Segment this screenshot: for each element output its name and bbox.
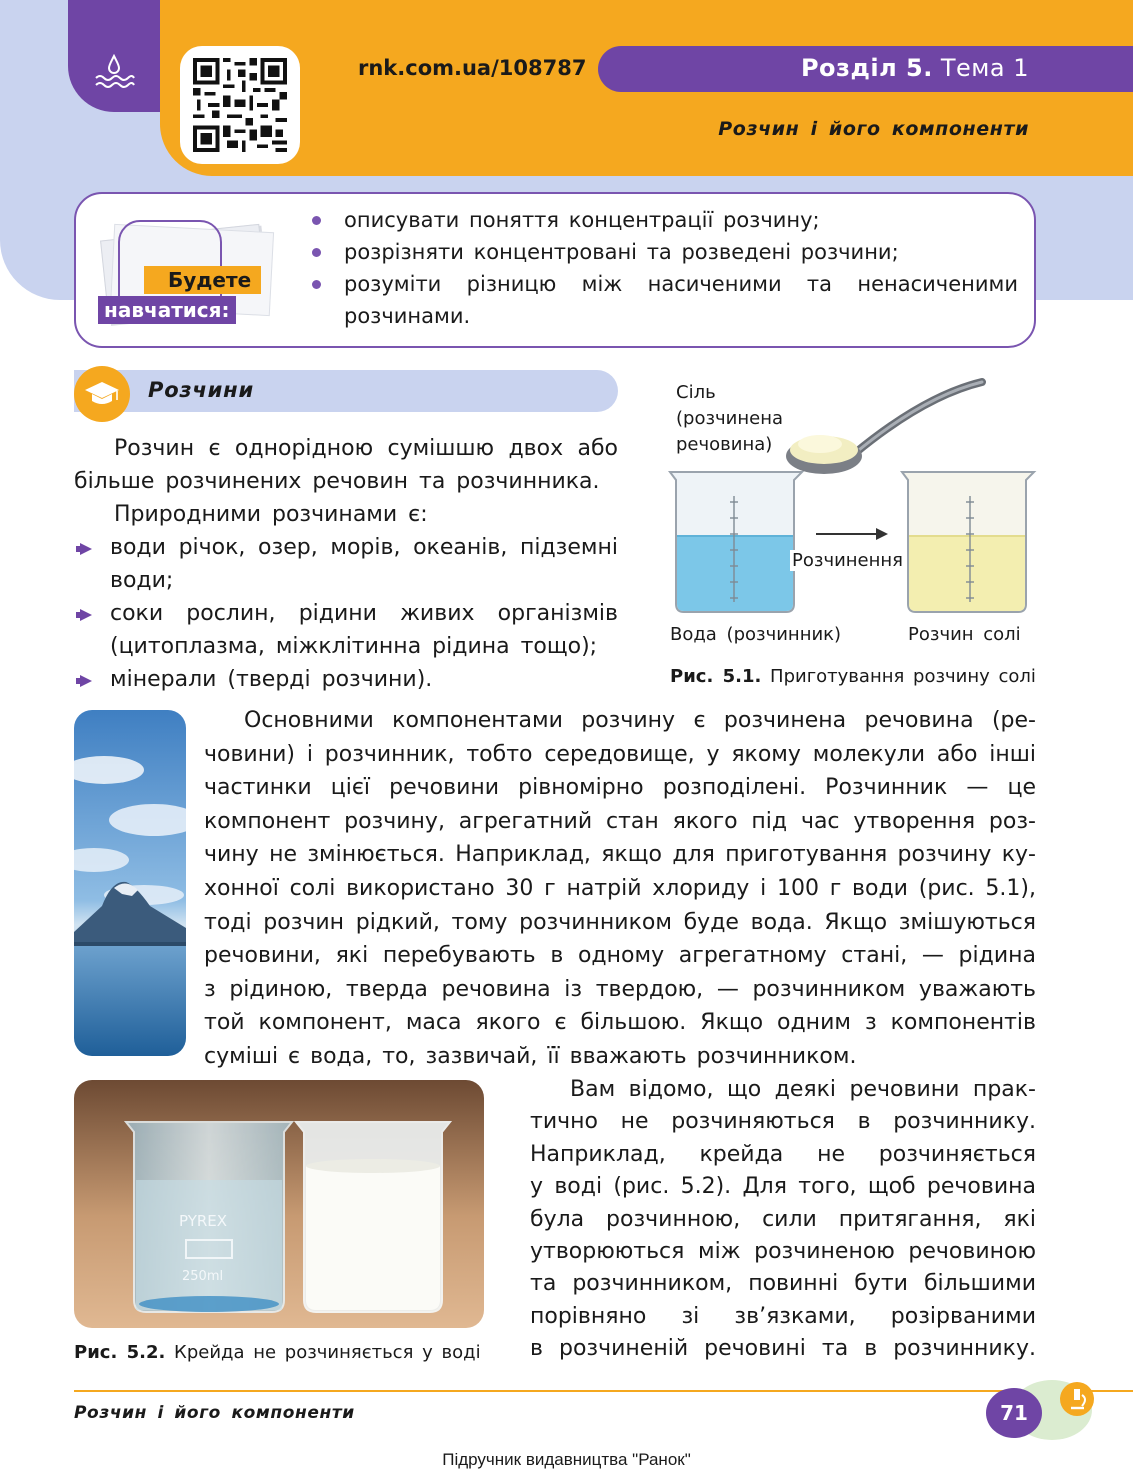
natural-solutions-list — [74, 531, 618, 696]
text-line: частинки цієї речовини рівномірно розподілені. Розчинник — це — [204, 775, 1036, 801]
figure-caption — [670, 666, 1036, 687]
text-line: той компонент, маса якого є більшою. Якщо одним з компонентів — [204, 1010, 1036, 1036]
graduation-cap-icon — [84, 380, 120, 408]
text-line: Наприклад, крейда не розчиняється — [530, 1141, 1036, 1167]
components-paragraph — [204, 704, 1036, 1074]
text-line: тично не розчиняються в розчиннику. — [530, 1109, 1036, 1135]
section-bar — [598, 46, 1133, 92]
natural-solutions-lead: Природними розчинами є: — [114, 502, 428, 527]
salt-label — [676, 380, 783, 458]
text-line: Основними компонентами розчину є розчинена речовина (ре- — [244, 708, 1036, 733]
footer-divider — [74, 1390, 1133, 1392]
goals-badge — [98, 220, 298, 330]
goal-item: розрізняти концентровані та розведені розчини; — [308, 236, 1018, 268]
solution-label: Розчин солі — [908, 624, 1021, 645]
learning-goals-box — [74, 192, 1036, 348]
text-line: тоді розчин рідкий, тому розчинником буде вода. Якщо змішуються — [204, 909, 1036, 935]
page-number: 71 — [986, 1388, 1042, 1438]
text-line: з рідиною, тверда речовина із твердою, — розчинником уважають — [204, 976, 1036, 1002]
text-line: в розчиненій речовині та в розчиннику. — [530, 1336, 1036, 1362]
goal-item: описувати поняття концентрації розчину; — [308, 204, 1018, 236]
text-line: човини) і розчинник, тобто середовище, у якому молекули або інші — [204, 741, 1036, 767]
figure-salt-solution — [664, 376, 1038, 696]
process-label: Розчинення — [792, 550, 903, 571]
definition-paragraph: Розчин є однорідною сумішшю двох або більше розчинених речовин та розчинника. — [74, 436, 618, 494]
publisher-note: Підручник видавництва "Ранок" — [442, 1450, 691, 1469]
badge-line-2: навчатися: — [98, 296, 236, 324]
salt-label-line: (розчинена — [676, 408, 784, 429]
intro-text — [74, 432, 618, 696]
text-line: Вам відомо, що деякі речовини прак- — [570, 1077, 1036, 1102]
lake-mountain-image — [74, 710, 186, 1056]
text-line: речовини, які перебувають в одному агрегатному стані, — рідина — [204, 943, 1036, 969]
list-item: соки рослин, рідини живих організмів (цитоплазма, міжклітинна рідина тощо); — [74, 597, 618, 663]
solubility-paragraph — [530, 1074, 1036, 1366]
water-drop-icon — [92, 54, 136, 90]
text-line: хонної солі використано 30 г натрій хлориду і 100 г води (рис. 5.1), — [204, 875, 1036, 901]
text-line: компонент розчину, агрегатний стан якого під час утворення роз- — [204, 808, 1036, 834]
microscope-icon — [1060, 1382, 1094, 1416]
goals-list — [308, 204, 1018, 332]
qr-code-icon — [192, 58, 288, 152]
goal-item: розуміти різницю між насиченими та ненасиченими розчинами. — [308, 268, 1018, 332]
topic-label: Тема 1 — [940, 54, 1029, 82]
text-line: порівняно зі зв’язками, розірваними — [530, 1303, 1036, 1329]
figure-caption — [74, 1342, 481, 1363]
text-line: суміші є вода, то, зазвичай, її вважають розчинником. — [204, 1043, 857, 1069]
resource-url[interactable]: rnk.com.ua/108787 — [358, 56, 587, 80]
text-line: чину не змінюється. Наприклад, якщо для приготування розчину ку- — [204, 842, 1036, 868]
water-label: Вода (розчинник) — [670, 624, 842, 645]
section-title: Розчини — [148, 378, 254, 402]
page-subtitle: Розчин і його компоненти — [718, 118, 1029, 140]
figure-caption-text: Приготування розчину солі — [761, 666, 1036, 687]
section-label: Розділ 5. — [800, 54, 933, 82]
section-heading-badge — [74, 366, 130, 422]
landscape-photo — [74, 710, 186, 1056]
text-line: була розчинною, сили притягання, які — [530, 1206, 1036, 1232]
footer-title: Розчин і його компоненти — [74, 1403, 355, 1423]
list-item: води річок, озер, морів, океанів, підземні води; — [74, 531, 618, 597]
text-line: утворюються між розчиненою речовиною — [530, 1239, 1036, 1265]
qr-code[interactable] — [180, 46, 300, 164]
figure-number: Рис. 5.1. — [670, 666, 762, 687]
figure-chalk-water — [74, 1080, 484, 1328]
figure-caption-text: Крейда не розчиняється у воді — [165, 1342, 481, 1363]
text-line: та розчинником, повинні бути більшими — [530, 1271, 1036, 1297]
beakers-photo — [74, 1080, 484, 1328]
badge-line-1: Будете — [144, 266, 261, 294]
list-item: мінерали (тверді розчини). — [74, 663, 618, 696]
text-line: у воді (рис. 5.2). Для того, щоб речовина — [530, 1174, 1036, 1200]
salt-label-line: Сіль — [676, 382, 716, 403]
beaker-brand: PYREX — [179, 1212, 228, 1230]
salt-label-line: речовина) — [676, 434, 773, 455]
figure-number: Рис. 5.2. — [74, 1342, 166, 1363]
beaker-volume: 250ml — [182, 1269, 224, 1284]
